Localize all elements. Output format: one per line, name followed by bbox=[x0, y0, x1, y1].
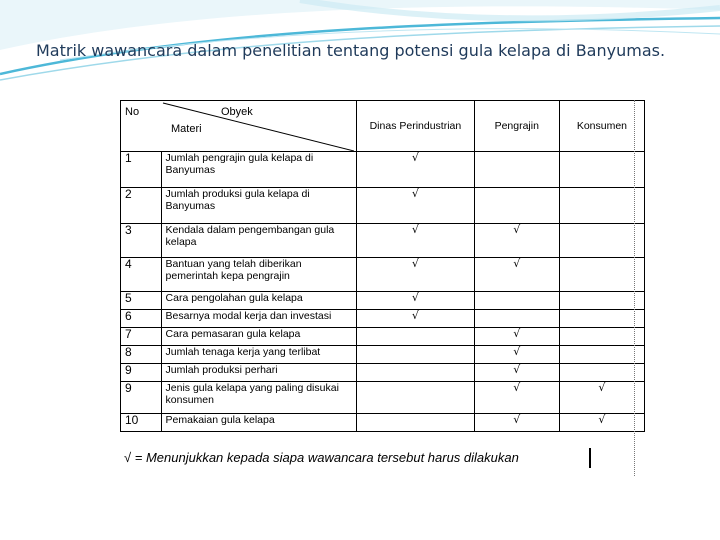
check-dinas: √ bbox=[357, 188, 475, 224]
row-materi: Jumlah produksi gula kelapa di Banyumas bbox=[161, 188, 357, 224]
table-row bbox=[121, 258, 645, 292]
slide-title: Matrik wawancara dalam penelitian tentang potensi gula kelapa di Banyumas. bbox=[36, 41, 666, 60]
header-dinas-perindustrian: Dinas Perindustrian bbox=[357, 101, 475, 152]
check-dinas: √ bbox=[357, 292, 475, 310]
row-materi: Jenis gula kelapa yang paling disukai konsumen bbox=[161, 382, 357, 414]
row-number: 3 bbox=[121, 224, 162, 258]
table-row bbox=[121, 152, 645, 188]
table-row bbox=[121, 310, 645, 328]
row-number: 2 bbox=[121, 188, 162, 224]
row-number: 4 bbox=[121, 258, 162, 292]
matrix-body bbox=[121, 152, 645, 432]
check-dinas: √ bbox=[357, 224, 475, 258]
check-konsumen bbox=[559, 346, 644, 364]
row-number: 8 bbox=[121, 346, 162, 364]
row-materi: Cara pengolahan gula kelapa bbox=[161, 292, 357, 310]
row-number: 7 bbox=[121, 328, 162, 346]
check-konsumen bbox=[559, 328, 644, 346]
table-row bbox=[121, 382, 645, 414]
check-dinas bbox=[357, 382, 475, 414]
check-dinas bbox=[357, 364, 475, 382]
check-pengrajin bbox=[474, 152, 559, 188]
table-row bbox=[121, 292, 645, 310]
check-pengrajin: √ bbox=[474, 224, 559, 258]
check-konsumen bbox=[559, 364, 644, 382]
legend-cursor-bar bbox=[589, 448, 591, 468]
row-materi: Bantuan yang telah diberikan pemerintah kepa pengrajin bbox=[161, 258, 357, 292]
header-diagonal-cell bbox=[121, 101, 357, 152]
row-number: 1 bbox=[121, 152, 162, 188]
row-number: 9 bbox=[121, 382, 162, 414]
row-number: 5 bbox=[121, 292, 162, 310]
header-obyek: Obyek bbox=[221, 106, 253, 118]
check-konsumen bbox=[559, 310, 644, 328]
check-konsumen bbox=[559, 258, 644, 292]
check-pengrajin bbox=[474, 188, 559, 224]
legend-note: √ = Menunjukkan kepada siapa wawancara tersebut harus dilakukan bbox=[124, 450, 519, 465]
header-no: No bbox=[125, 106, 140, 118]
check-pengrajin: √ bbox=[474, 364, 559, 382]
header-pengrajin: Pengrajin bbox=[474, 101, 559, 152]
interview-matrix bbox=[120, 100, 645, 476]
check-dinas: √ bbox=[357, 310, 475, 328]
check-konsumen bbox=[559, 188, 644, 224]
check-konsumen bbox=[559, 224, 644, 258]
table-row bbox=[121, 346, 645, 364]
row-materi: Jumlah produksi perhari bbox=[161, 364, 357, 382]
row-materi: Kendala dalam pengembangan gula kelapa bbox=[161, 224, 357, 258]
row-materi: Pemakaian gula kelapa bbox=[161, 414, 357, 432]
table-row bbox=[121, 414, 645, 432]
check-konsumen: √ bbox=[559, 414, 644, 432]
row-number: 10 bbox=[121, 414, 162, 432]
row-materi: Cara pemasaran gula kelapa bbox=[161, 328, 357, 346]
table-row bbox=[121, 364, 645, 382]
table-row bbox=[121, 188, 645, 224]
check-konsumen: √ bbox=[559, 382, 644, 414]
row-materi: Jumlah pengrajin gula kelapa di Banyumas bbox=[161, 152, 357, 188]
check-pengrajin bbox=[474, 310, 559, 328]
table-row bbox=[121, 224, 645, 258]
check-dinas bbox=[357, 346, 475, 364]
check-pengrajin: √ bbox=[474, 258, 559, 292]
check-dinas bbox=[357, 414, 475, 432]
check-pengrajin: √ bbox=[474, 346, 559, 364]
header-materi: Materi bbox=[171, 123, 202, 135]
check-pengrajin: √ bbox=[474, 414, 559, 432]
check-konsumen bbox=[559, 152, 644, 188]
dotted-margin-line bbox=[634, 100, 635, 476]
check-dinas: √ bbox=[357, 258, 475, 292]
check-pengrajin bbox=[474, 292, 559, 310]
check-pengrajin: √ bbox=[474, 328, 559, 346]
row-materi: Besarnya modal kerja dan investasi bbox=[161, 310, 357, 328]
table-row bbox=[121, 328, 645, 346]
row-number: 9 bbox=[121, 364, 162, 382]
row-materi: Jumlah tenaga kerja yang terlibat bbox=[161, 346, 357, 364]
matrix-table bbox=[120, 100, 645, 432]
check-pengrajin: √ bbox=[474, 382, 559, 414]
check-dinas: √ bbox=[357, 152, 475, 188]
header-row bbox=[121, 101, 645, 152]
check-konsumen bbox=[559, 292, 644, 310]
row-number: 6 bbox=[121, 310, 162, 328]
check-dinas bbox=[357, 328, 475, 346]
header-konsumen: Konsumen bbox=[559, 101, 644, 152]
